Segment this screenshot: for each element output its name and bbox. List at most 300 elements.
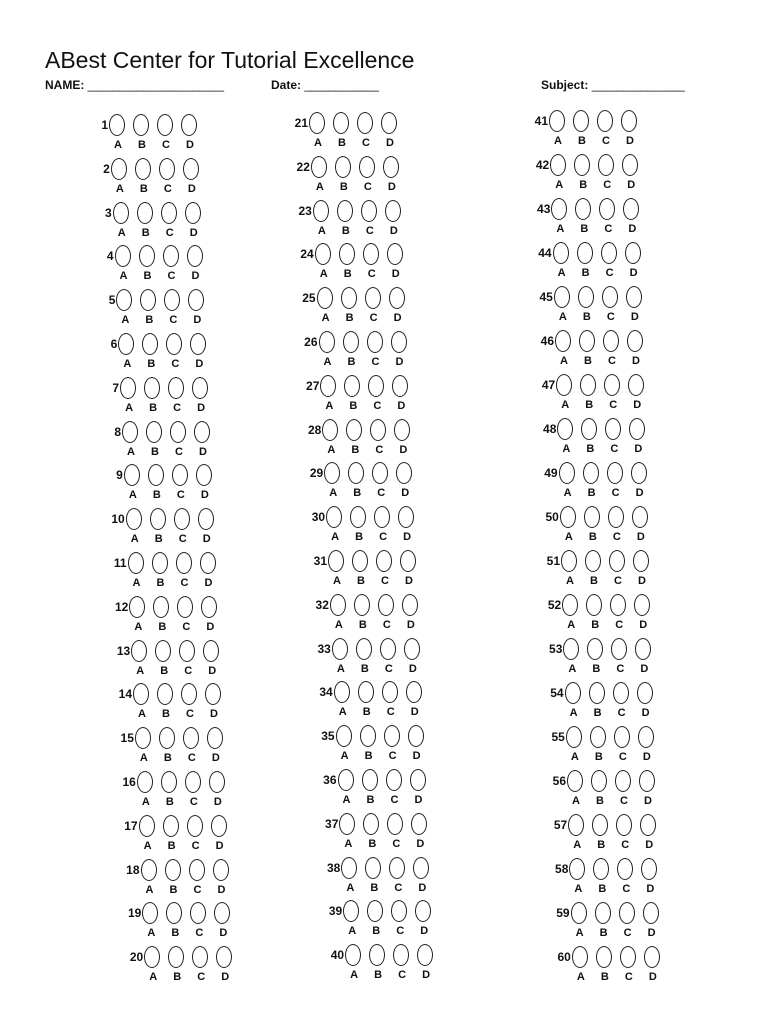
answer-bubble-a[interactable] (565, 682, 581, 704)
choice-label-c: C (189, 796, 198, 808)
answer-bubble-c[interactable] (382, 681, 398, 703)
answer-bubble-b[interactable] (333, 112, 349, 134)
answer-bubble-a[interactable] (326, 506, 342, 528)
answer-bubble-d[interactable] (410, 769, 426, 791)
answer-bubble-c[interactable] (393, 944, 409, 966)
answer-bubble-b[interactable] (142, 333, 158, 355)
answer-bubble-c[interactable] (163, 245, 179, 267)
answer-bubble-b[interactable] (339, 243, 355, 265)
question-number: 36 (323, 773, 337, 787)
answer-bubble-b[interactable] (580, 374, 596, 396)
answer-bubble-b[interactable] (344, 375, 360, 397)
choice-label-a: A (319, 268, 328, 281)
answer-bubble-b[interactable] (168, 946, 184, 968)
answer-bubble-b[interactable] (166, 902, 182, 924)
answer-bubble-c[interactable] (172, 464, 188, 486)
answer-bubble-c[interactable] (372, 462, 388, 484)
answer-bubble-d[interactable] (635, 638, 651, 660)
answer-bubble-c[interactable] (602, 286, 618, 308)
answer-bubble-c[interactable] (378, 594, 394, 616)
answer-bubble-b[interactable] (362, 769, 378, 791)
answer-bubble-c[interactable] (601, 242, 617, 264)
answer-bubble-c[interactable] (598, 154, 614, 176)
question-number: 56 (552, 774, 566, 788)
question-number: 53 (549, 642, 563, 656)
answer-bubble-c[interactable] (176, 552, 192, 574)
answer-bubble-a[interactable] (561, 550, 577, 572)
answer-bubble-d[interactable] (402, 594, 418, 616)
choice-label-d: D (199, 445, 207, 458)
answer-bubble-c[interactable] (159, 158, 175, 180)
answer-bubble-d[interactable] (194, 421, 210, 443)
answer-bubble-b[interactable] (575, 198, 591, 220)
choice-label-a: A (149, 971, 158, 984)
answer-bubble-a[interactable] (563, 638, 579, 660)
answer-bubble-c[interactable] (359, 156, 375, 178)
answer-bubble-a[interactable] (334, 681, 350, 703)
answer-bubble-a[interactable] (126, 508, 142, 530)
answer-bubble-d[interactable] (203, 640, 219, 662)
answer-bubble-c[interactable] (357, 112, 373, 134)
answer-bubble-d[interactable] (200, 552, 216, 574)
answer-bubble-c[interactable] (164, 289, 180, 311)
answer-bubble-a[interactable] (309, 112, 325, 134)
answer-bubble-d[interactable] (216, 946, 232, 968)
answer-bubble-c[interactable] (161, 202, 177, 224)
answer-bubble-b[interactable] (587, 638, 603, 660)
answer-bubble-d[interactable] (383, 156, 399, 178)
choice-label-c: C (377, 487, 386, 500)
answer-bubble-d[interactable] (415, 900, 431, 922)
answer-bubble-c[interactable] (611, 638, 627, 660)
subject-field (541, 78, 684, 92)
answer-bubble-d[interactable] (629, 418, 645, 440)
answer-bubble-b[interactable] (352, 550, 368, 572)
choice-label-b: B (349, 399, 358, 412)
answer-bubble-b[interactable] (139, 245, 155, 267)
answer-bubble-a[interactable] (124, 464, 140, 486)
answer-bubble-b[interactable] (163, 815, 179, 837)
answer-bubble-c[interactable] (605, 418, 621, 440)
answer-bubble-b[interactable] (574, 154, 590, 176)
answer-bubble-c[interactable] (170, 421, 186, 443)
answer-bubble-b[interactable] (360, 725, 376, 747)
answer-bubble-d[interactable] (214, 902, 230, 924)
answer-bubble-b[interactable] (354, 594, 370, 616)
answer-bubble-d[interactable] (391, 331, 407, 353)
choice-label-b: B (173, 971, 182, 984)
choice-label-b: B (587, 487, 596, 499)
answer-bubble-d[interactable] (621, 110, 637, 132)
answer-bubble-c[interactable] (380, 638, 396, 660)
answer-bubble-d[interactable] (398, 506, 414, 528)
choice-label-a: A (138, 708, 146, 721)
answer-bubble-b[interactable] (343, 331, 359, 353)
answer-bubble-c[interactable] (166, 333, 182, 355)
answer-bubble-a[interactable] (343, 900, 359, 922)
answer-bubble-a[interactable] (317, 287, 333, 309)
answer-bubble-d[interactable] (190, 333, 206, 355)
choice-label-c: C (197, 971, 206, 984)
answer-bubble-a[interactable] (330, 594, 346, 616)
choice-label-b: B (145, 314, 154, 327)
answer-bubble-c[interactable] (370, 419, 386, 441)
answer-bubble-b[interactable] (165, 859, 181, 881)
answer-bubble-b[interactable] (135, 158, 151, 180)
answer-bubble-d[interactable] (385, 200, 401, 222)
answer-bubble-a[interactable] (313, 200, 329, 222)
answer-bubble-b[interactable] (367, 900, 383, 922)
answer-bubble-d[interactable] (381, 112, 397, 134)
answer-bubble-b[interactable] (159, 727, 175, 749)
answer-bubble-b[interactable] (578, 286, 594, 308)
answer-bubble-b[interactable] (595, 902, 611, 924)
choice-label-c: C (362, 137, 370, 149)
answer-bubble-d[interactable] (406, 681, 422, 703)
answer-bubble-d[interactable] (638, 726, 654, 748)
choice-label-d: D (189, 226, 198, 239)
choice-label-c: C (614, 575, 622, 587)
choice-label-d: D (197, 401, 206, 414)
answer-bubble-c[interactable] (613, 682, 629, 704)
answer-bubble-c[interactable] (374, 506, 390, 528)
answer-bubble-b[interactable] (346, 419, 362, 441)
answer-bubble-a[interactable] (345, 944, 361, 966)
answer-bubble-b[interactable] (161, 771, 177, 793)
answer-bubble-b[interactable] (335, 156, 351, 178)
answer-bubble-b[interactable] (337, 200, 353, 222)
answer-bubble-b[interactable] (150, 508, 166, 530)
choice-label-c: C (180, 577, 189, 589)
answer-bubble-d[interactable] (198, 508, 214, 530)
answer-bubble-a[interactable] (550, 154, 566, 176)
answer-bubble-c[interactable] (386, 769, 402, 791)
answer-bubble-b[interactable] (581, 418, 597, 440)
choice-label-d: D (393, 312, 402, 325)
choice-label-c: C (171, 358, 180, 370)
answer-bubble-c[interactable] (177, 596, 193, 618)
answer-bubble-c[interactable] (619, 902, 635, 924)
answer-bubble-b[interactable] (133, 114, 149, 136)
answer-bubble-c[interactable] (183, 727, 199, 749)
answer-bubble-b[interactable] (596, 946, 612, 968)
answer-bubble-d[interactable] (628, 374, 644, 396)
answer-bubble-d[interactable] (417, 944, 433, 966)
answer-bubble-a[interactable] (139, 815, 155, 837)
answer-bubble-c[interactable] (387, 813, 403, 835)
choice-label-a: A (572, 795, 580, 807)
answer-bubble-b[interactable] (348, 462, 364, 484)
answer-bubble-d[interactable] (188, 289, 204, 311)
answer-bubble-a[interactable] (120, 377, 136, 399)
question-number: 37 (325, 816, 339, 831)
question-number: 14 (118, 687, 132, 702)
choice-label-d: D (644, 795, 652, 807)
answer-bubble-b[interactable] (157, 683, 173, 705)
answer-bubble-c[interactable] (614, 726, 630, 748)
answer-bubble-d[interactable] (209, 771, 225, 793)
answer-bubble-d[interactable] (411, 813, 427, 835)
answer-bubble-b[interactable] (369, 944, 385, 966)
answer-bubble-b[interactable] (144, 377, 160, 399)
answer-bubble-d[interactable] (627, 330, 643, 352)
answer-bubble-b[interactable] (592, 814, 608, 836)
answer-bubble-d[interactable] (213, 859, 229, 881)
answer-bubble-c[interactable] (179, 640, 195, 662)
choice-label-d: D (215, 839, 224, 852)
choice-label-a: A (123, 358, 132, 370)
answer-bubble-c[interactable] (609, 550, 625, 572)
answer-bubble-a[interactable] (328, 550, 344, 572)
answer-bubble-a[interactable] (553, 242, 569, 264)
answer-bubble-c[interactable] (610, 594, 626, 616)
answer-bubble-d[interactable] (211, 815, 227, 837)
answer-bubble-d[interactable] (185, 202, 201, 224)
answer-bubble-a[interactable] (332, 638, 348, 660)
answer-bubble-b[interactable] (137, 202, 153, 224)
answer-bubble-c[interactable] (157, 114, 173, 136)
choice-label-b: B (156, 577, 165, 589)
choice-label-c: C (365, 224, 374, 237)
answer-bubble-c[interactable] (391, 900, 407, 922)
answer-bubble-d[interactable] (637, 682, 653, 704)
answer-bubble-c[interactable] (616, 814, 632, 836)
answer-bubble-b[interactable] (589, 682, 605, 704)
answer-bubble-d[interactable] (625, 242, 641, 264)
answer-bubble-d[interactable] (201, 596, 217, 618)
choice-label-d: D (420, 925, 429, 938)
answer-bubble-c[interactable] (174, 508, 190, 530)
answer-bubble-a[interactable] (339, 813, 355, 835)
question-number: 17 (124, 818, 138, 833)
answer-bubble-a[interactable] (115, 245, 131, 267)
answer-bubble-a[interactable] (556, 374, 572, 396)
answer-bubble-c[interactable] (185, 771, 201, 793)
answer-bubble-b[interactable] (579, 330, 595, 352)
answer-bubble-b[interactable] (585, 550, 601, 572)
choice-label-c: C (169, 314, 178, 327)
choice-label-a: A (568, 663, 577, 675)
answer-bubble-d[interactable] (187, 245, 203, 267)
answer-bubble-a[interactable] (135, 727, 151, 749)
answer-bubble-a[interactable] (322, 419, 338, 441)
answer-bubble-d[interactable] (183, 158, 199, 180)
answer-bubble-a[interactable] (569, 858, 585, 880)
choice-label-d: D (387, 180, 396, 193)
answer-bubble-d[interactable] (394, 419, 410, 441)
answer-bubble-a[interactable] (137, 771, 153, 793)
answer-bubble-c[interactable] (368, 375, 384, 397)
answer-bubble-c[interactable] (376, 550, 392, 572)
answer-bubble-b[interactable] (577, 242, 593, 264)
answer-bubble-c[interactable] (192, 946, 208, 968)
answer-bubble-a[interactable] (324, 462, 340, 484)
answer-bubble-d[interactable] (633, 550, 649, 572)
answer-bubble-a[interactable] (566, 726, 582, 748)
answer-bubble-d[interactable] (196, 464, 212, 486)
answer-bubble-c[interactable] (615, 770, 631, 792)
answer-bubble-a[interactable] (571, 902, 587, 924)
answer-bubble-d[interactable] (626, 286, 642, 308)
answer-bubble-c[interactable] (363, 243, 379, 265)
answer-bubble-a[interactable] (341, 857, 357, 879)
answer-bubble-d[interactable] (207, 727, 223, 749)
answer-bubble-a[interactable] (562, 594, 578, 616)
answer-bubble-c[interactable] (384, 725, 400, 747)
answer-bubble-d[interactable] (631, 462, 647, 484)
answer-bubble-c[interactable] (365, 287, 381, 309)
name-line: ______________________ (87, 78, 224, 92)
answer-bubble-a[interactable] (142, 902, 158, 924)
choice-label-c: C (623, 927, 632, 939)
answer-bubble-a[interactable] (567, 770, 583, 792)
answer-bubble-d[interactable] (640, 814, 656, 836)
answer-bubble-c[interactable] (597, 110, 613, 132)
answer-bubble-b[interactable] (146, 421, 162, 443)
answer-bubble-d[interactable] (622, 154, 638, 176)
answer-bubble-b[interactable] (356, 638, 372, 660)
answer-bubble-d[interactable] (396, 462, 412, 484)
answer-bubble-d[interactable] (392, 375, 408, 397)
answer-bubble-c[interactable] (599, 198, 615, 220)
date-label: Date: (271, 78, 302, 92)
choice-label-c: C (379, 531, 388, 544)
answer-bubble-b[interactable] (341, 287, 357, 309)
choice-label-b: B (360, 662, 369, 675)
answer-bubble-b[interactable] (152, 552, 168, 574)
answer-bubble-c[interactable] (607, 462, 623, 484)
answer-bubble-d[interactable] (644, 946, 660, 968)
answer-bubble-a[interactable] (319, 331, 335, 353)
answer-bubble-d[interactable] (205, 683, 221, 705)
answer-bubble-c[interactable] (187, 815, 203, 837)
choice-label-b: B (578, 135, 586, 147)
answer-bubble-c[interactable] (181, 683, 197, 705)
choice-label-d: D (626, 135, 634, 147)
answer-bubble-a[interactable] (144, 946, 160, 968)
choice-label-c: C (371, 356, 380, 368)
answer-bubble-a[interactable] (554, 286, 570, 308)
answer-bubble-c[interactable] (604, 374, 620, 396)
answer-bubble-b[interactable] (358, 681, 374, 703)
answer-bubble-c[interactable] (190, 902, 206, 924)
answer-bubble-a[interactable] (338, 769, 354, 791)
answer-bubble-d[interactable] (192, 377, 208, 399)
answer-bubble-a[interactable] (131, 640, 147, 662)
answer-bubble-a[interactable] (128, 552, 144, 574)
answer-bubble-a[interactable] (557, 418, 573, 440)
answer-bubble-a[interactable] (572, 946, 588, 968)
answer-bubble-b[interactable] (591, 770, 607, 792)
answer-bubble-a[interactable] (311, 156, 327, 178)
answer-bubble-b[interactable] (593, 858, 609, 880)
answer-bubble-c[interactable] (367, 331, 383, 353)
answer-bubble-b[interactable] (584, 506, 600, 528)
answer-bubble-c[interactable] (608, 506, 624, 528)
answer-bubble-a[interactable] (109, 114, 125, 136)
answer-bubble-a[interactable] (129, 596, 145, 618)
answer-bubble-a[interactable] (111, 158, 127, 180)
answer-bubble-b[interactable] (583, 462, 599, 484)
answer-bubble-a[interactable] (122, 421, 138, 443)
answer-bubble-a[interactable] (118, 333, 134, 355)
answer-bubble-b[interactable] (586, 594, 602, 616)
answer-bubble-b[interactable] (148, 464, 164, 486)
answer-bubble-a[interactable] (560, 506, 576, 528)
choice-label-b: B (343, 268, 352, 281)
answer-bubble-d[interactable] (623, 198, 639, 220)
answer-bubble-a[interactable] (549, 110, 565, 132)
choice-label-c: C (605, 267, 614, 279)
answer-bubble-b[interactable] (363, 813, 379, 835)
answer-bubble-d[interactable] (400, 550, 416, 572)
answer-bubble-b[interactable] (153, 596, 169, 618)
choice-label-c: C (381, 575, 389, 587)
choice-label-b: B (592, 663, 601, 675)
answer-bubble-a[interactable] (116, 289, 132, 311)
question-number: 28 (307, 422, 322, 437)
answer-bubble-c[interactable] (603, 330, 619, 352)
answer-bubble-c[interactable] (620, 946, 636, 968)
answer-bubble-b[interactable] (365, 857, 381, 879)
choice-label-d: D (639, 619, 648, 631)
answer-bubble-c[interactable] (617, 858, 633, 880)
answer-bubble-d[interactable] (634, 594, 650, 616)
answer-bubble-b[interactable] (590, 726, 606, 748)
answer-bubble-d[interactable] (632, 506, 648, 528)
answer-bubble-a[interactable] (568, 814, 584, 836)
answer-bubble-c[interactable] (168, 377, 184, 399)
choice-label-a: A (114, 139, 122, 151)
answer-bubble-c[interactable] (361, 200, 377, 222)
answer-bubble-a[interactable] (336, 725, 352, 747)
answer-bubble-a[interactable] (315, 243, 331, 265)
answer-bubble-d[interactable] (181, 114, 197, 136)
subject-label: Subject: (541, 78, 589, 92)
answer-bubble-a[interactable] (320, 375, 336, 397)
answer-bubble-a[interactable] (113, 202, 129, 224)
answer-bubble-a[interactable] (551, 198, 567, 220)
answer-bubble-b[interactable] (573, 110, 589, 132)
choice-label-a: A (563, 487, 572, 499)
answer-bubble-d[interactable] (641, 858, 657, 880)
choice-label-c: C (609, 399, 618, 411)
answer-bubble-a[interactable] (555, 330, 571, 352)
question-number: 19 (127, 906, 142, 921)
answer-bubble-d[interactable] (643, 902, 659, 924)
answer-bubble-b[interactable] (140, 289, 156, 311)
answer-bubble-b[interactable] (350, 506, 366, 528)
question-number: 50 (545, 510, 559, 524)
answer-bubble-a[interactable] (133, 683, 149, 705)
answer-bubble-a[interactable] (141, 859, 157, 881)
answer-bubble-a[interactable] (559, 462, 575, 484)
answer-bubble-b[interactable] (155, 640, 171, 662)
answer-bubble-d[interactable] (387, 243, 403, 265)
answer-bubble-d[interactable] (408, 725, 424, 747)
choice-label-c: C (162, 139, 170, 151)
choice-label-b: B (160, 664, 169, 677)
answer-bubble-d[interactable] (413, 857, 429, 879)
answer-bubble-d[interactable] (404, 638, 420, 660)
answer-bubble-c[interactable] (389, 857, 405, 879)
answer-bubble-d[interactable] (639, 770, 655, 792)
question-number: 40 (330, 948, 345, 963)
answer-bubble-d[interactable] (389, 287, 405, 309)
choice-label-b: B (374, 969, 383, 982)
choice-label-a: A (557, 267, 566, 279)
answer-bubble-c[interactable] (189, 859, 205, 881)
